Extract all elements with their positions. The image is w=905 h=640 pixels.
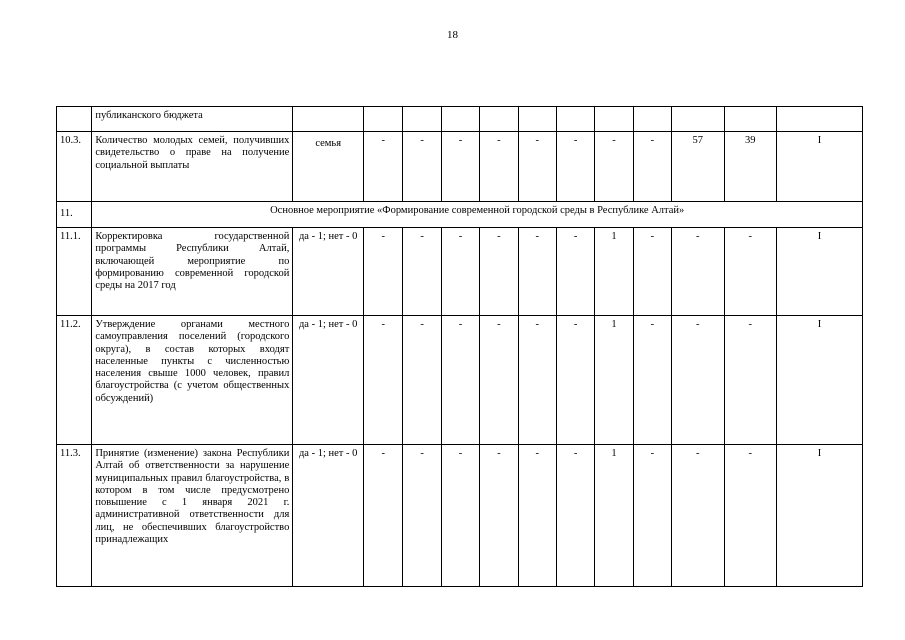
table-row xyxy=(57,228,863,316)
value-cell: - xyxy=(633,445,671,587)
value-cell: - xyxy=(480,445,518,587)
value-cell: - xyxy=(633,132,671,202)
value-cell: - xyxy=(480,132,518,202)
value-cell: - xyxy=(633,228,671,316)
indicator-name: Утверждение органами местного самоуправления поселений (городского округа), в состав которых входят населенные пункты с численностью населения свыше 1000 человек, правил благоустройства (с учетом общественных обсуждений) xyxy=(92,316,293,445)
row-number: 11.1. xyxy=(57,228,92,316)
value-cell: - xyxy=(518,445,556,587)
indicator-name: Корректировка государственной программы Республики Алтай, включающей мероприятие по формированию современной городской среды на 2017 год xyxy=(92,228,293,316)
table-row xyxy=(57,316,863,445)
value-cell xyxy=(518,107,556,132)
row-number: 10.3. xyxy=(57,132,92,202)
value-cell xyxy=(441,107,479,132)
value-cell: 39 xyxy=(724,132,777,202)
unit-cell: семья xyxy=(293,132,364,202)
table-row xyxy=(57,445,863,587)
value-cell: - xyxy=(480,316,518,445)
value-cell: - xyxy=(364,316,403,445)
value-cell: 1 xyxy=(595,316,633,445)
value-cell: - xyxy=(441,132,479,202)
value-cell: - xyxy=(441,228,479,316)
value-cell: - xyxy=(672,228,725,316)
value-cell: - xyxy=(672,316,725,445)
value-cell: - xyxy=(403,316,441,445)
value-cell: - xyxy=(441,445,479,587)
value-cell xyxy=(403,107,441,132)
value-cell: - xyxy=(364,445,403,587)
value-cell: - xyxy=(518,228,556,316)
value-cell: 1 xyxy=(595,445,633,587)
row-number: 11.3. xyxy=(57,445,92,587)
value-cell xyxy=(556,107,594,132)
value-cell: - xyxy=(556,445,594,587)
value-cell: - xyxy=(724,316,777,445)
page-number: 18 xyxy=(447,29,458,41)
unit-cell: да - 1; нет - 0 xyxy=(293,445,364,587)
unit-cell xyxy=(293,107,364,132)
row-number xyxy=(57,107,92,132)
value-cell xyxy=(777,107,863,132)
value-cell: - xyxy=(518,316,556,445)
row-number: 11.2. xyxy=(57,316,92,445)
value-cell: I xyxy=(777,228,863,316)
value-cell: - xyxy=(403,445,441,587)
value-cell: 1 xyxy=(595,228,633,316)
value-cell xyxy=(724,107,777,132)
table-row xyxy=(57,132,863,202)
unit-cell: да - 1; нет - 0 xyxy=(293,316,364,445)
value-cell: - xyxy=(556,316,594,445)
value-cell: - xyxy=(403,228,441,316)
value-cell: - xyxy=(724,445,777,587)
value-cell xyxy=(672,107,725,132)
value-cell xyxy=(595,107,633,132)
indicator-name: публиканского бюджета xyxy=(92,107,293,132)
value-cell: - xyxy=(556,132,594,202)
table-row xyxy=(57,202,863,228)
indicators-table xyxy=(56,106,863,587)
value-cell: I xyxy=(777,316,863,445)
value-cell: - xyxy=(724,228,777,316)
value-cell: - xyxy=(595,132,633,202)
table-row xyxy=(57,107,863,132)
unit-cell: да - 1; нет - 0 xyxy=(293,228,364,316)
value-cell: 57 xyxy=(672,132,725,202)
value-cell xyxy=(364,107,403,132)
value-cell: - xyxy=(672,445,725,587)
value-cell: I xyxy=(777,132,863,202)
value-cell: - xyxy=(633,316,671,445)
value-cell: - xyxy=(518,132,556,202)
value-cell: I xyxy=(777,445,863,587)
indicator-name: Количество молодых семей, получивших свидетельство о праве на получение социальной выплаты xyxy=(92,132,293,202)
value-cell xyxy=(633,107,671,132)
value-cell: - xyxy=(403,132,441,202)
row-number: 11. xyxy=(57,202,92,228)
value-cell: - xyxy=(556,228,594,316)
value-cell: - xyxy=(364,132,403,202)
value-cell: - xyxy=(441,316,479,445)
section-heading: Основное мероприятие «Формирование современной городской среды в Республике Алтай» xyxy=(92,202,863,228)
value-cell: - xyxy=(480,228,518,316)
indicator-name: Принятие (изменение) закона Республики Алтай об ответственности за нарушение муниципальных правил благоустройства, в котором в том числе предусмотрено повышение с 1 января 2021 г. административной ответственности для лиц, не обеспечивших благоустройство принадлежащих xyxy=(92,445,293,587)
value-cell: - xyxy=(364,228,403,316)
value-cell xyxy=(480,107,518,132)
